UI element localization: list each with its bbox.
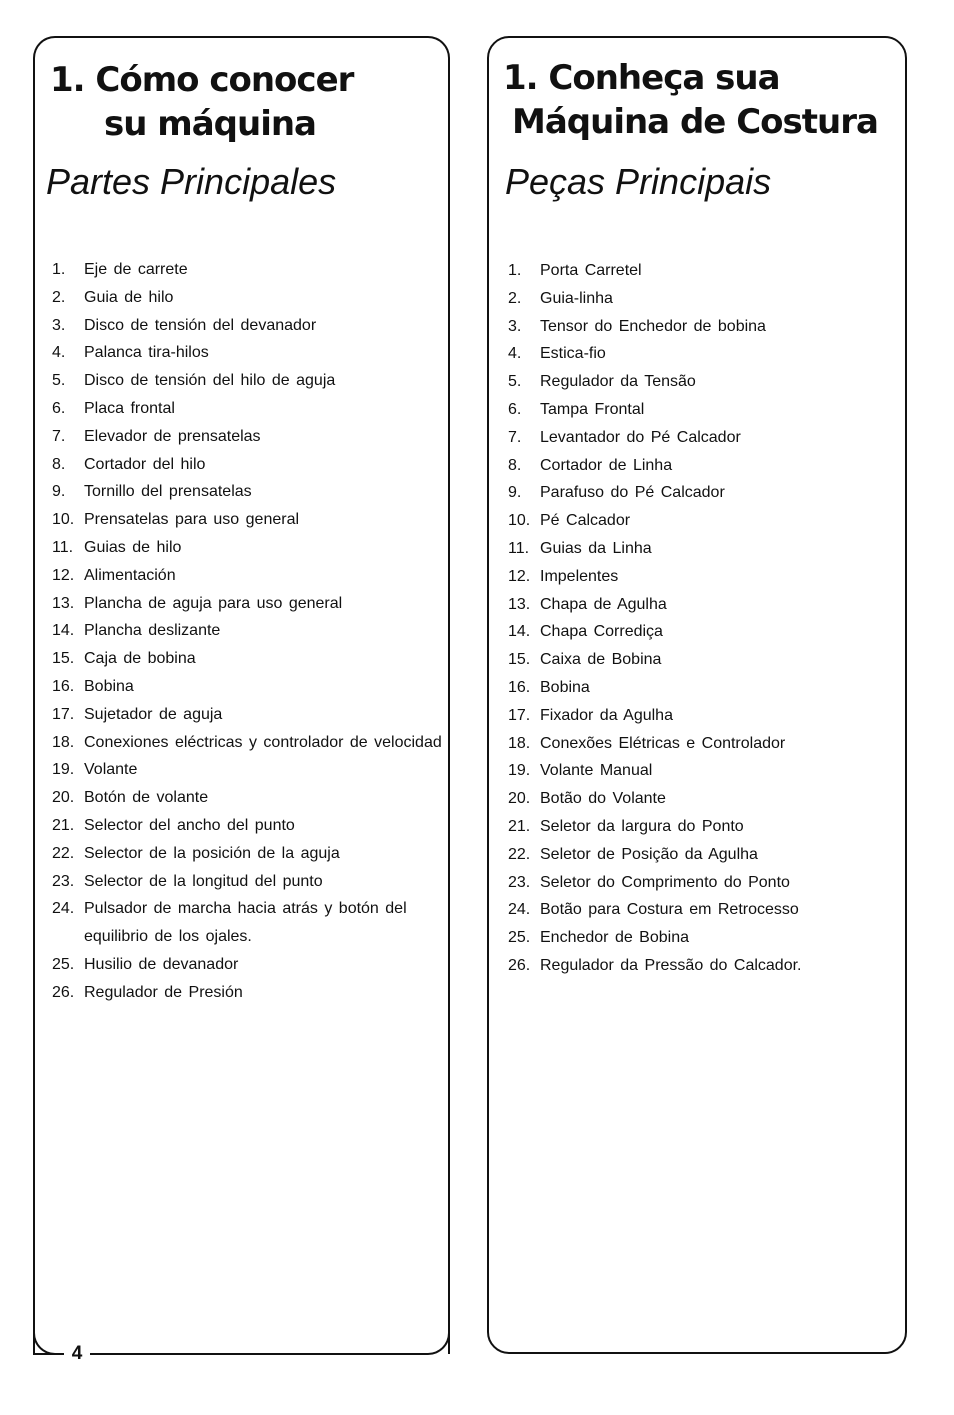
list-item (508, 646, 900, 674)
item-number: 24. (52, 900, 75, 918)
item-number: 15. (52, 650, 75, 668)
item-number: 19. (52, 761, 75, 779)
item-text: Guias de hilo (84, 538, 182, 556)
list-item (508, 730, 900, 758)
item-number: 12. (52, 566, 75, 584)
item-text: Caja de bobina (84, 650, 196, 668)
item-number: 11. (52, 538, 74, 556)
item-text: Tornillo del prensatelas (84, 483, 252, 501)
item-number: 9. (52, 483, 66, 501)
item-number: 14. (52, 622, 75, 640)
item-number: 19. (508, 762, 531, 780)
item-number: 26. (52, 983, 75, 1001)
item-number: 18. (508, 734, 531, 752)
list-item (52, 395, 444, 423)
item-number: 4. (52, 344, 66, 362)
item-number: 8. (508, 456, 522, 474)
list-item (508, 674, 900, 702)
item-text: Estica-fio (540, 345, 606, 363)
list-item (52, 673, 444, 701)
item-number: 3. (508, 317, 522, 335)
list-item (52, 951, 444, 979)
list-item (52, 534, 444, 562)
list-item (508, 535, 900, 563)
item-text: Bobina (84, 677, 134, 695)
item-text: Palanca tira-hilos (84, 344, 209, 362)
item-text: Levantador do Pé Calcador (540, 428, 741, 446)
list-item (52, 562, 444, 590)
item-text: Regulador da Pressão do Calcador. (540, 956, 802, 974)
item-number: 8. (52, 455, 66, 473)
item-number: 12. (508, 567, 531, 585)
item-number: 7. (52, 427, 66, 445)
list-item (508, 368, 900, 396)
item-text: Placa frontal (84, 399, 175, 417)
item-text: Guia de hilo (84, 288, 174, 306)
spanish-title (50, 58, 353, 146)
list-item (52, 451, 444, 479)
list-item (52, 840, 444, 868)
list-item (508, 702, 900, 730)
list-item (508, 313, 900, 341)
list-item (508, 869, 900, 897)
list-item (52, 617, 444, 645)
list-item (508, 340, 900, 368)
item-number: 11. (508, 539, 530, 557)
item-number: 13. (508, 595, 531, 613)
item-text: Seletor da largura do Ponto (540, 817, 744, 835)
item-text: Cortador de Linha (540, 456, 673, 474)
item-number: 5. (508, 373, 522, 391)
item-text: Alimentación (84, 566, 176, 584)
list-item (508, 563, 900, 591)
item-text: Regulador da Tensão (540, 373, 696, 391)
item-number: 14. (508, 623, 531, 641)
item-number: 26. (508, 956, 531, 974)
item-text: Pulsador de marcha hacia atrás y botón del equilibrio de los ojales. (84, 900, 407, 946)
portuguese-parts-list (508, 257, 900, 980)
item-number: 16. (52, 677, 75, 695)
item-number: 2. (508, 289, 522, 307)
list-item (52, 590, 444, 618)
item-number: 9. (508, 484, 522, 502)
item-number: 20. (508, 790, 531, 808)
list-item (52, 256, 444, 284)
spanish-title-line-2: su máquina (104, 104, 316, 144)
spanish-subtitle: Partes Principales (46, 161, 337, 202)
item-text: Plancha de aguja para uso general (84, 594, 343, 612)
page-number: 4 (64, 1340, 90, 1368)
item-number: 7. (508, 428, 522, 446)
portuguese-title (503, 56, 878, 144)
item-number: 21. (508, 817, 531, 835)
item-text: Volante Manual (540, 762, 653, 780)
item-number: 2. (52, 288, 66, 306)
list-item (508, 924, 900, 952)
list-item (52, 312, 444, 340)
portuguese-title-line-1: 1. Conheça sua (503, 58, 780, 98)
item-text: Conexiones eléctricas y controlador de velocidad (84, 733, 442, 751)
item-number: 16. (508, 678, 531, 696)
item-text: Disco de tensión del devanador (84, 316, 317, 334)
portuguese-title-line-2: Máquina de Costura (512, 102, 878, 142)
list-item (508, 591, 900, 619)
item-number: 23. (52, 872, 75, 890)
list-item (508, 896, 900, 924)
list-item (52, 367, 444, 395)
item-number: 17. (52, 705, 75, 723)
list-item (52, 756, 444, 784)
list-item (52, 895, 444, 951)
item-number: 1. (508, 262, 522, 279)
list-item (508, 952, 900, 980)
list-item (508, 479, 900, 507)
list-item (52, 729, 444, 757)
item-text: Parafuso do Pé Calcador (540, 484, 725, 502)
item-number: 15. (508, 651, 531, 669)
list-item (52, 784, 444, 812)
item-text: Chapa de Agulha (540, 595, 667, 613)
item-number: 22. (508, 845, 531, 863)
list-item (52, 979, 444, 1007)
item-text: Prensatelas para uso general (84, 511, 300, 529)
item-text: Botão para Costura em Retrocesso (540, 901, 799, 919)
list-item (508, 396, 900, 424)
item-text: Botón de volante (84, 789, 209, 807)
item-text: Selector del ancho del punto (84, 816, 295, 834)
item-text: Tampa Frontal (540, 400, 645, 418)
item-text: Impelentes (540, 567, 619, 585)
item-number: 24. (508, 901, 531, 919)
list-item (508, 257, 900, 285)
list-item (508, 507, 900, 535)
list-item (52, 423, 444, 451)
item-number: 23. (508, 873, 531, 891)
item-number: 5. (52, 372, 66, 390)
item-text: Enchedor de Bobina (540, 929, 689, 947)
item-text: Sujetador de aguja (84, 705, 223, 723)
item-number: 25. (508, 929, 531, 947)
item-text: Botão do Volante (540, 790, 666, 808)
item-text: Disco de tensión del hilo de aguja (84, 372, 336, 390)
list-item (508, 785, 900, 813)
item-number: 10. (508, 512, 531, 530)
item-text: Chapa Corrediça (540, 623, 663, 641)
item-number: 18. (52, 733, 75, 751)
list-item (508, 452, 900, 480)
item-number: 1. (52, 261, 66, 278)
list-item (508, 757, 900, 785)
item-number: 13. (52, 594, 75, 612)
item-number: 21. (52, 816, 75, 834)
list-item (52, 339, 444, 367)
spanish-parts-list (52, 256, 444, 1007)
list-item (52, 284, 444, 312)
item-text: Selector de la longitud del punto (84, 872, 323, 890)
item-number: 4. (508, 345, 522, 363)
list-item (508, 285, 900, 313)
item-number: 22. (52, 844, 75, 862)
item-text: Seletor de Posição da Agulha (540, 845, 758, 863)
item-text: Volante (84, 761, 138, 779)
item-number: 6. (508, 400, 522, 418)
list-item (52, 645, 444, 673)
item-text: Caixa de Bobina (540, 651, 662, 669)
item-text: Cortador del hilo (84, 455, 206, 473)
item-text: Seletor do Comprimento do Ponto (540, 873, 790, 891)
item-number: 3. (52, 316, 66, 334)
item-text: Guia-linha (540, 289, 613, 307)
list-item (52, 868, 444, 896)
item-number: 6. (52, 399, 66, 417)
item-text: Selector de la posición de la aguja (84, 844, 340, 862)
portuguese-subtitle: Peças Principais (505, 161, 772, 202)
spanish-title-line-1: 1. Cómo conocer (50, 60, 354, 100)
item-text: Porta Carretel (540, 262, 642, 279)
item-text: Husilio de devanador (84, 955, 239, 973)
item-text: Regulador de Presión (84, 983, 243, 1001)
list-item (508, 813, 900, 841)
item-text: Tensor do Enchedor de bobina (540, 317, 766, 335)
list-item (52, 812, 444, 840)
item-text: Conexões Elétricas e Controlador (540, 734, 786, 752)
item-number: 20. (52, 789, 75, 807)
item-number: 17. (508, 706, 531, 724)
list-item (52, 506, 444, 534)
item-number: 25. (52, 955, 75, 973)
item-text: Fixador da Agulha (540, 706, 673, 724)
list-item (508, 424, 900, 452)
spanish-panel-bottom-border (33, 1310, 450, 1355)
item-text: Guias da Linha (540, 539, 652, 557)
item-text: Bobina (540, 678, 590, 696)
item-number: 10. (52, 511, 75, 529)
item-text: Elevador de prensatelas (84, 427, 261, 445)
list-item (508, 618, 900, 646)
item-text: Plancha deslizante (84, 622, 221, 640)
item-text: Eje de carrete (84, 261, 188, 278)
list-item (52, 478, 444, 506)
list-item (52, 701, 444, 729)
item-text: Pé Calcador (540, 512, 631, 530)
list-item (508, 841, 900, 869)
